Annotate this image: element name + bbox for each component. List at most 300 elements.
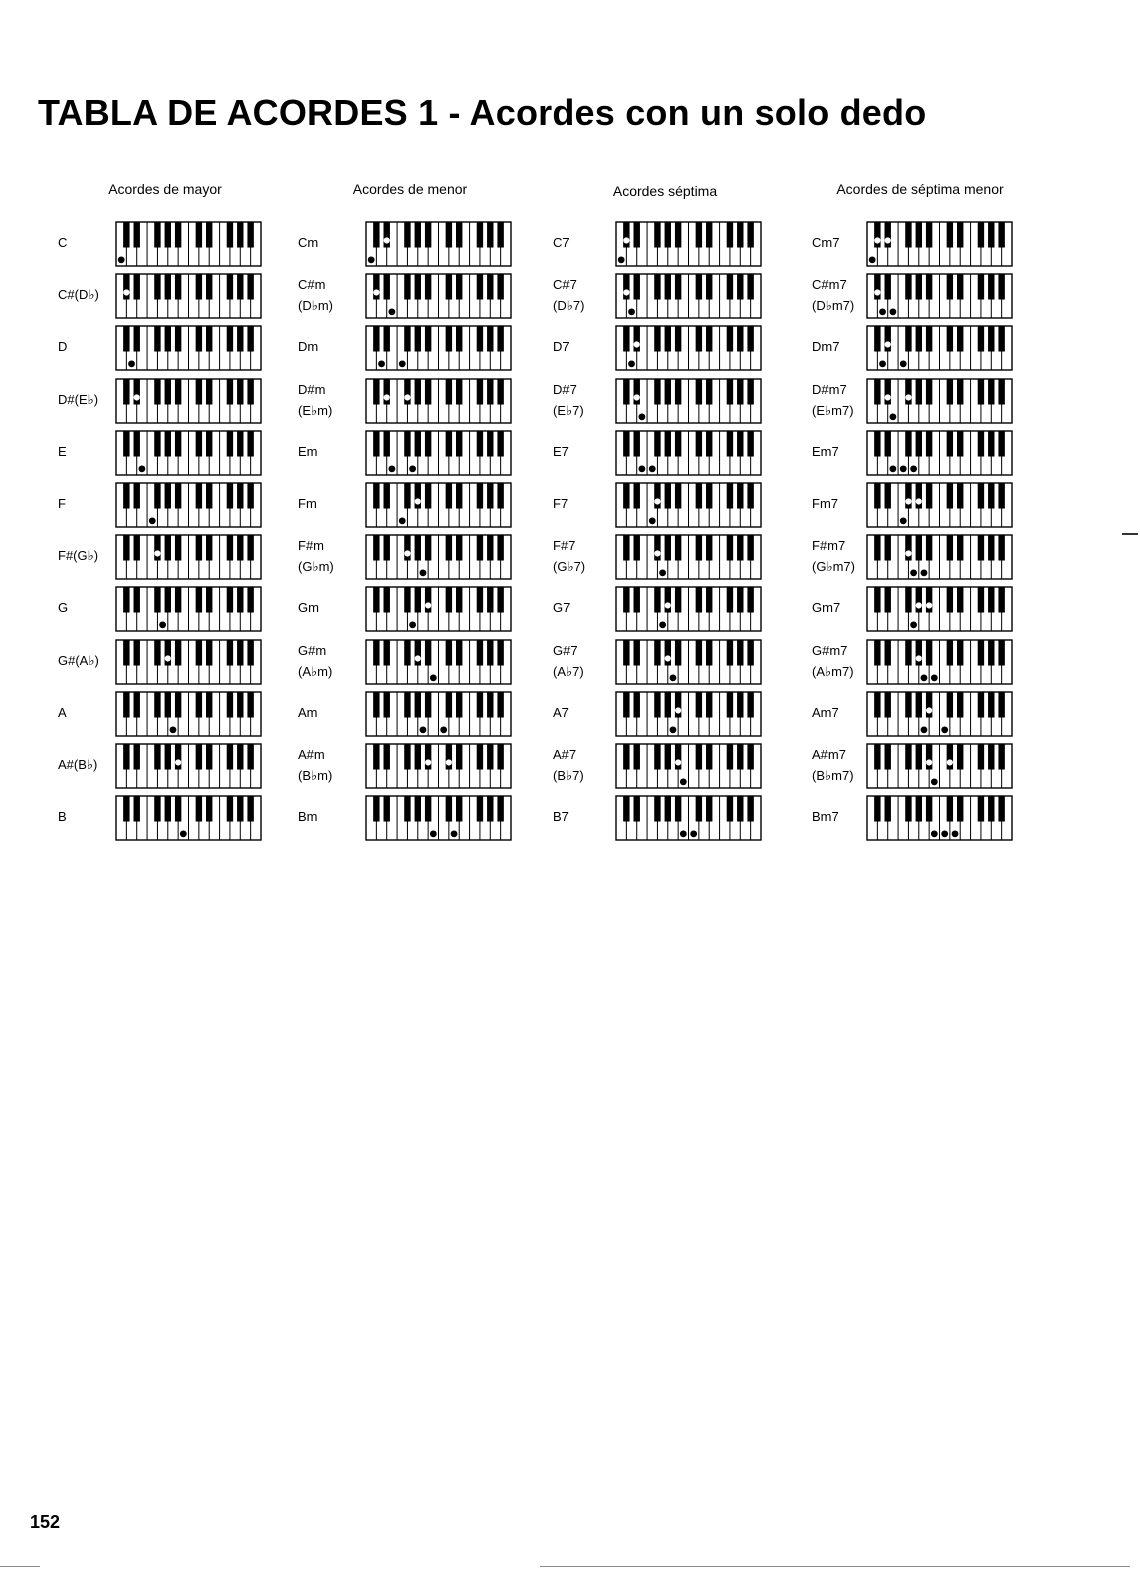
keyboard-diagram [115,534,262,580]
black-key [706,640,712,666]
black-key [384,587,390,613]
chord-label [553,640,584,682]
note-dot [921,727,927,733]
chord-keyboard [615,482,760,526]
black-key [384,535,390,561]
black-key [373,692,379,718]
black-key [947,587,953,613]
black-key [747,274,753,300]
note-dot [389,309,395,315]
black-key [227,431,233,457]
chord-label [553,336,570,357]
chord-name: (B♭m) [298,768,333,783]
black-key [957,796,963,822]
black-key [425,640,431,666]
keyboard-diagram [866,430,1013,476]
black-key [134,744,140,770]
black-key [905,692,911,718]
keyboard-diagram [866,534,1013,580]
black-key [487,379,493,405]
black-key [957,744,963,770]
chord-keyboard [615,743,760,787]
note-dot [415,499,420,504]
black-key [237,692,243,718]
black-key [654,326,660,352]
black-key [998,640,1004,666]
chord-name: G [58,600,69,616]
black-key [477,326,483,352]
black-key [154,326,160,352]
black-key [404,274,410,300]
column-heading: Acordes de menor [352,181,468,197]
chord-name: (G♭7) [553,559,586,575]
black-key [165,587,171,613]
black-key [727,587,733,613]
note-dot [160,622,166,628]
black-key [696,326,702,352]
keyboard-diagram [866,325,1013,371]
keyboard-diagram [365,743,512,789]
black-key [747,796,753,822]
chord-keyboard [365,534,510,578]
black-key [978,431,984,457]
black-key [487,692,493,718]
black-key [675,379,681,405]
chord-keyboard [365,430,510,474]
black-key [747,535,753,561]
black-key [988,692,994,718]
black-key [947,796,953,822]
black-key [998,431,1004,457]
black-key [134,796,140,822]
black-key [404,587,410,613]
chord-label [58,389,98,410]
black-key [373,222,379,248]
note-dot [426,603,431,608]
chord-label [298,744,332,786]
black-key [456,379,462,405]
black-key [196,274,202,300]
keyboard-diagram [365,430,512,476]
chord-label [812,806,839,827]
black-key [456,587,462,613]
black-key [654,379,660,405]
black-key [926,379,932,405]
black-key [634,222,640,248]
black-key [237,326,243,352]
black-key [175,587,181,613]
black-key [747,692,753,718]
note-dot [890,309,896,315]
black-key [947,692,953,718]
black-key [477,692,483,718]
chord-keyboard [866,482,1011,526]
page-title: TABLA DE ACORDES 1 - Acordes con un solo dedo [38,92,927,133]
black-key [727,640,733,666]
keyboard-diagram [866,482,1013,528]
black-key [978,379,984,405]
note-dot [911,570,917,576]
chord-keyboard [115,430,260,474]
black-key [998,692,1004,718]
black-key [487,640,493,666]
black-key [425,744,431,770]
note-dot [931,675,937,681]
note-dot [379,361,385,367]
black-key [227,483,233,509]
chord-keyboard [866,430,1011,474]
black-key [384,431,390,457]
chord-label [553,744,584,786]
black-key [165,326,171,352]
black-key [696,640,702,666]
black-key [247,483,253,509]
black-key [477,274,483,300]
black-key [425,326,431,352]
black-key [227,587,233,613]
black-key [404,222,410,248]
black-key [634,535,640,561]
chord-label [58,650,99,671]
black-key [154,483,160,509]
note-dot [420,727,426,733]
black-key [123,535,129,561]
chord-name: G7 [553,600,571,616]
chord-name: Cm [298,235,319,250]
black-key [456,222,462,248]
black-key [206,222,212,248]
black-key [623,379,629,405]
black-key [737,796,743,822]
note-dot [399,518,405,524]
chord-keyboard [866,221,1011,265]
black-key [696,744,702,770]
black-key [446,744,452,770]
black-key [247,274,253,300]
black-key [998,796,1004,822]
keyboard-diagram [615,378,762,424]
black-key [623,483,629,509]
black-key [415,222,421,248]
black-key [706,692,712,718]
black-key [415,379,421,405]
chord-label [812,379,854,421]
black-key [415,587,421,613]
black-key [206,796,212,822]
chord-name: (A♭m7) [812,663,854,679]
keyboard-diagram [866,378,1013,424]
chord-label [298,274,333,316]
black-key [634,587,640,613]
keyboard-diagram [115,586,262,632]
note-dot [634,394,639,399]
black-key [747,483,753,509]
keyboard-diagram [115,795,262,841]
black-key [874,483,880,509]
black-key [916,483,922,509]
chord-label [298,441,318,462]
black-key [237,431,243,457]
black-key [373,326,379,352]
note-dot [149,518,155,524]
black-key [885,640,891,666]
note-dot [129,361,135,367]
black-key [665,640,671,666]
chord-keyboard [866,273,1011,317]
black-key [196,692,202,718]
chord-name: Gm [298,600,319,616]
chord-name: A7 [553,704,569,720]
black-key [446,222,452,248]
chord-name: F#(G♭) [58,548,99,564]
black-key [905,274,911,300]
black-key [206,274,212,300]
black-key [926,640,932,666]
black-key [634,640,640,666]
black-key [926,483,932,509]
black-key [665,222,671,248]
black-key [905,587,911,613]
black-key [123,326,129,352]
black-key [196,326,202,352]
black-key [874,796,880,822]
note-dot [624,238,629,243]
black-key [654,274,660,300]
black-key [905,535,911,561]
black-key [384,326,390,352]
black-key [727,222,733,248]
black-key [737,379,743,405]
chord-name: Dm7 [812,339,840,355]
chord-name: (B♭7) [553,768,584,783]
black-key [654,692,660,718]
keyboard-diagram [365,639,512,685]
chord-name: (D♭7) [553,298,585,314]
black-key [654,744,660,770]
black-key [634,796,640,822]
black-key [175,326,181,352]
black-key [874,587,880,613]
note-dot [665,655,670,660]
black-key [134,222,140,248]
note-dot [916,603,921,608]
chord-keyboard [115,378,260,422]
black-key [978,222,984,248]
black-key [237,483,243,509]
chord-keyboard [615,378,760,422]
chord-keyboard [615,325,760,369]
black-key [227,326,233,352]
note-dot [927,760,932,765]
black-key [916,274,922,300]
black-key [634,744,640,770]
chord-keyboard [115,534,260,578]
black-key [425,222,431,248]
black-key [654,587,660,613]
chord-label [58,493,66,514]
note-dot [927,708,932,713]
chord-keyboard [115,743,260,787]
note-dot [875,238,880,243]
black-key [415,744,421,770]
chord-name: D#(E♭) [58,391,99,407]
black-key [988,587,994,613]
black-key [247,640,253,666]
black-key [404,796,410,822]
margin-mark [1122,533,1138,535]
black-key [916,692,922,718]
black-key [497,431,503,457]
black-key [634,274,640,300]
black-key [237,796,243,822]
black-key [165,535,171,561]
black-key [487,326,493,352]
black-key [446,796,452,822]
black-key [196,483,202,509]
black-key [623,222,629,248]
keyboard-diagram [365,691,512,737]
black-key [123,274,129,300]
black-key [497,535,503,561]
note-dot [389,466,395,472]
black-key [926,796,932,822]
chord-name: F [58,496,66,511]
black-key [446,535,452,561]
black-key [196,379,202,405]
black-key [175,692,181,718]
black-key [373,744,379,770]
black-key [404,379,410,405]
keyboard-diagram [115,378,262,424]
note-dot [374,290,379,295]
black-key [196,796,202,822]
black-key [384,692,390,718]
black-key [415,483,421,509]
black-key [206,379,212,405]
black-key [237,222,243,248]
column-heading: Acordes de séptima menor [836,181,1004,197]
black-key [123,431,129,457]
black-key [675,483,681,509]
chord-name: (G♭m) [298,559,334,575]
note-dot [384,394,389,399]
note-dot [176,760,181,765]
keyboard-diagram [615,325,762,371]
black-key [237,379,243,405]
black-key [675,431,681,457]
chord-name: A#m7 [812,747,846,762]
black-key [247,326,253,352]
black-key [737,640,743,666]
note-dot [649,518,655,524]
black-key [456,274,462,300]
black-key [727,274,733,300]
black-key [706,431,712,457]
black-key [926,692,932,718]
black-key [905,431,911,457]
black-key [497,587,503,613]
black-key [947,431,953,457]
note-dot [384,238,389,243]
chord-name: C#7 [553,277,577,293]
black-key [706,483,712,509]
black-key [175,379,181,405]
black-key [227,274,233,300]
chord-name: D#m7 [812,381,847,397]
black-key [957,274,963,300]
black-key [227,744,233,770]
chord-keyboard [115,325,260,369]
note-dot [911,622,917,628]
black-key [737,692,743,718]
chord-label [812,535,855,577]
black-key [978,692,984,718]
black-key [134,379,140,405]
keyboard-diagram [365,795,512,841]
black-key [175,431,181,457]
black-key [905,796,911,822]
black-key [947,326,953,352]
chord-name: (E♭m) [298,402,333,418]
black-key [747,379,753,405]
note-dot [410,466,416,472]
black-key [497,222,503,248]
black-key [175,274,181,300]
black-key [373,587,379,613]
black-key [237,274,243,300]
black-key [957,379,963,405]
black-key [227,796,233,822]
chord-name: D#7 [553,381,577,397]
black-key [747,744,753,770]
black-key [926,744,932,770]
black-key [988,796,994,822]
note-dot [655,499,660,504]
black-key [696,222,702,248]
black-key [654,222,660,248]
black-key [885,744,891,770]
black-key [885,379,891,405]
keyboard-diagram [365,378,512,424]
black-key [404,744,410,770]
black-key [747,222,753,248]
black-key [384,274,390,300]
black-key [165,431,171,457]
black-key [634,692,640,718]
black-key [384,640,390,666]
black-key [634,379,640,405]
black-key [237,744,243,770]
black-key [988,431,994,457]
black-key [665,587,671,613]
black-key [957,222,963,248]
black-key [175,744,181,770]
note-dot [890,414,896,420]
chord-label [58,597,68,618]
black-key [874,431,880,457]
black-key [998,587,1004,613]
note-dot [691,831,697,837]
chord-keyboard [866,325,1011,369]
chord-name: Bm7 [812,809,839,825]
note-dot [170,727,176,733]
chord-name: C#m [298,277,326,293]
black-key [456,796,462,822]
chord-keyboard [615,639,760,683]
chord-label [58,284,99,305]
black-key [487,744,493,770]
black-key [165,222,171,248]
